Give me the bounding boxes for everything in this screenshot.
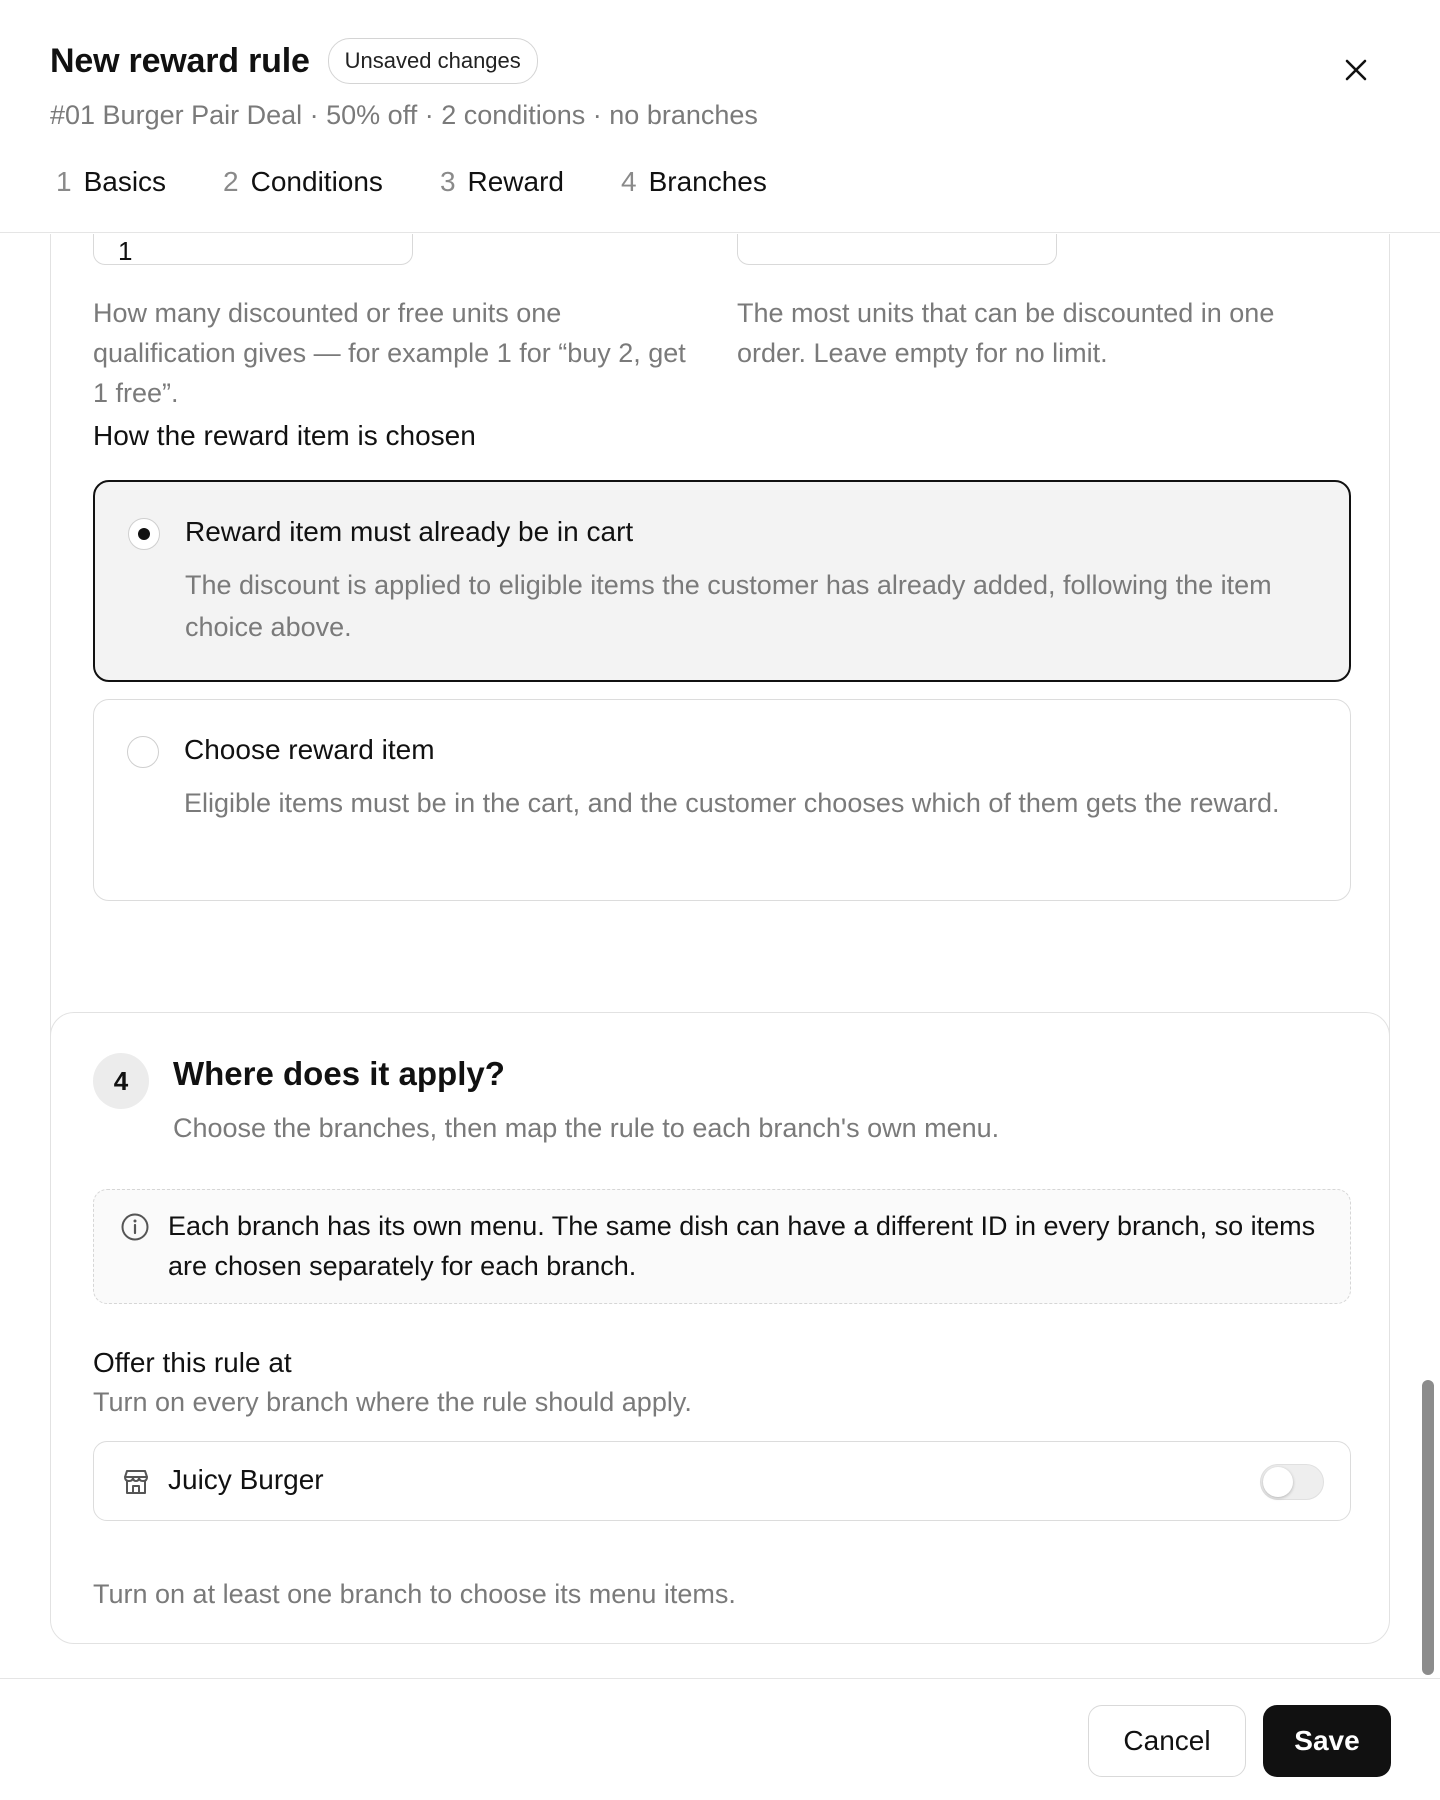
info-icon <box>120 1212 150 1242</box>
max-units-help-text: The most units that can be discounted in one order. Leave empty for no limit. <box>737 298 1275 368</box>
modal-footer <box>0 1678 1440 1800</box>
radio-unselected[interactable] <box>127 736 159 768</box>
branch-requirement-note: Turn on at least one branch to choose its menu items. <box>93 1579 736 1609</box>
tab-label: Basics <box>83 166 167 197</box>
unsaved-changes-badge: Unsaved changes <box>328 38 538 84</box>
tab-number: 4 <box>621 166 637 197</box>
scrollbar-thumb[interactable] <box>1422 1380 1434 1675</box>
tab-label: Reward <box>467 166 564 197</box>
branch-row-juicy-burger[interactable] <box>93 1441 1351 1521</box>
units-help-text: How many discounted or free units one qualification gives — for example 1 for “buy 2, get 1 free”. <box>93 298 686 408</box>
reward-choice-label: How the reward item is chosen <box>93 420 476 451</box>
units-per-qualification-input[interactable] <box>93 234 413 265</box>
tab-number: 1 <box>56 166 72 197</box>
cancel-button[interactable]: Cancel <box>1088 1705 1246 1777</box>
tab-reward[interactable] <box>440 166 564 198</box>
section-description: Choose the branches, then map the rule to each branch's own menu. <box>173 1113 1000 1143</box>
tab-label: Conditions <box>250 166 383 197</box>
section-title: Where does it apply? <box>173 1055 505 1092</box>
tab-conditions[interactable] <box>223 166 383 198</box>
tab-number: 2 <box>223 166 239 197</box>
tab-basics[interactable] <box>56 166 166 198</box>
step-number-badge: 4 <box>93 1053 149 1109</box>
info-text: Each branch has its own menu. The same dish can have a different ID in every branch, so items are chosen separately for each branch. <box>168 1211 1316 1281</box>
save-button[interactable]: Save <box>1263 1705 1391 1777</box>
close-icon <box>1344 58 1368 82</box>
tab-label: Branches <box>648 166 767 197</box>
option-title: Reward item must already be in cart <box>185 516 634 547</box>
modal-header <box>0 0 1440 233</box>
option-description: The discount is applied to eligible items the customer has already added, following the item choice above. <box>185 570 1272 642</box>
title-row <box>50 38 538 84</box>
tab-number: 3 <box>439 166 456 197</box>
rule-summary: #01 Burger Pair Deal · 50% off · 2 conditions · no branches <box>50 100 758 130</box>
offer-rule-label: Offer this rule at <box>93 1347 292 1378</box>
option-choose-reward-item[interactable] <box>93 699 1351 901</box>
tab-branches[interactable] <box>621 166 767 198</box>
branch-toggle[interactable] <box>1260 1464 1324 1500</box>
branch-menu-info-box <box>93 1189 1351 1304</box>
page-title: New reward rule <box>50 41 310 80</box>
toggle-knob <box>1263 1467 1293 1497</box>
offer-rule-help: Turn on every branch where the rule should apply. <box>93 1387 692 1417</box>
option-title: Choose reward item <box>184 734 435 765</box>
step-tabs <box>56 166 824 198</box>
close-button[interactable] <box>1336 50 1376 90</box>
radio-selected[interactable] <box>128 518 160 550</box>
option-item-in-cart[interactable] <box>93 480 1351 682</box>
store-icon <box>120 1466 152 1498</box>
branches-section-card <box>50 1012 1390 1644</box>
max-units-input[interactable] <box>737 234 1057 265</box>
branch-name: Juicy Burger <box>168 1464 324 1495</box>
option-description: Eligible items must be in the cart, and the customer chooses which of them gets the reward. <box>184 788 1280 818</box>
units-per-qualification-value: 1 <box>118 236 133 266</box>
modal-body[interactable] <box>0 234 1440 1678</box>
